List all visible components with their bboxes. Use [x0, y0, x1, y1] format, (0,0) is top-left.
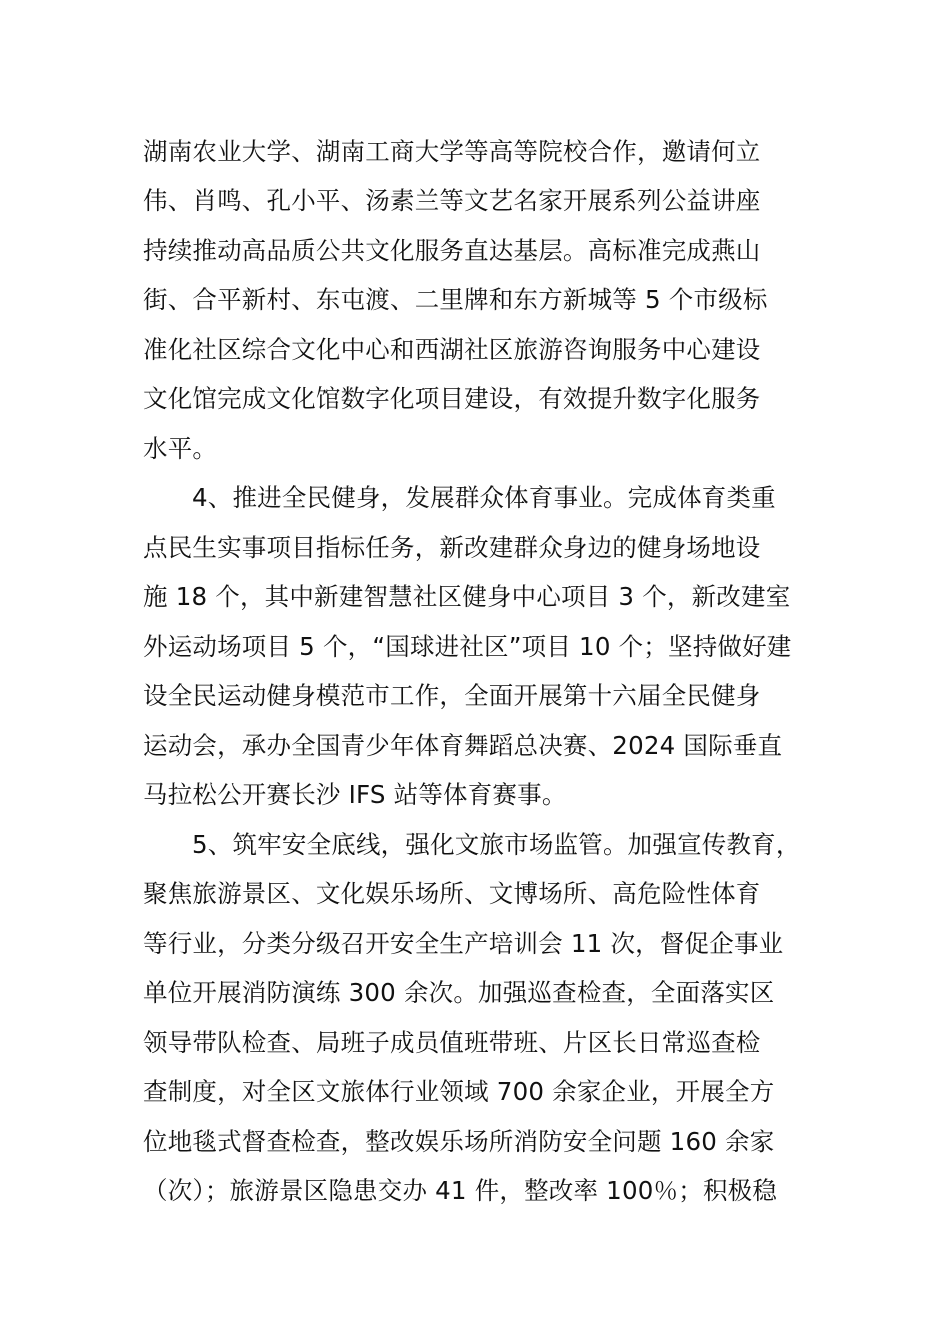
text-line: 施 18 个，其中新建智慧社区健身中心项目 3 个，新改建室 — [143, 582, 791, 611]
text-line: 设全民运动健身模范市工作，全面开展第十六届全民健身 — [143, 681, 761, 710]
text-line: 聚焦旅游景区、文化娱乐场所、文博场所、高危险性体育 — [143, 879, 761, 908]
text-line: 外运动场项目 5 个，“国球进社区”项目 10 个；坚持做好建 — [143, 632, 792, 661]
text-line: 伟、肖鸣、孔小平、汤素兰等文艺名家开展系列公益讲座 — [143, 186, 761, 215]
text-line: 准化社区综合文化中心和西湖社区旅游咨询服务中心建设 — [143, 335, 761, 364]
text-line: 持续推动高品质公共文化服务直达基层。高标准完成燕山 — [143, 236, 761, 265]
text-line: 水平。 — [143, 434, 218, 463]
section-heading-line: 5、筑牢安全底线，强化文旅市场监管。加强宣传教育， — [192, 830, 801, 859]
text-line: 位地毯式督查检查，整改娱乐场所消防安全问题 160 余家 — [143, 1127, 775, 1156]
text-line: 湖南农业大学、湖南工商大学等高等院校合作，邀请何立 — [143, 137, 761, 166]
text-line: 文化馆完成文化馆数字化项目建设，有效提升数字化服务 — [143, 384, 761, 413]
text-line: 点民生实事项目指标任务，新改建群众身边的健身场地设 — [143, 533, 761, 562]
text-line: 马拉松公开赛长沙 IFS 站等体育赛事。 — [143, 780, 567, 809]
text-line: （次）；旅游景区隐患交办 41 件，整改率 100％；积极稳 — [143, 1176, 778, 1205]
section-heading-line: 4、推进全民健身，发展群众体育事业。完成体育类重 — [192, 483, 776, 512]
text-line: 查制度，对全区文旅体行业领域 700 余家企业，开展全方 — [143, 1077, 775, 1106]
text-line: 单位开展消防演练 300 余次。加强巡查检查，全面落实区 — [143, 978, 775, 1007]
text-line: 领导带队检查、局班子成员值班带班、片区长日常巡查检 — [143, 1028, 761, 1057]
text-line: 街、合平新村、东屯渡、二里牌和东方新城等 5 个市级标 — [143, 285, 768, 314]
text-line: 等行业，分类分级召开安全生产培训会 11 次，督促企事业 — [143, 929, 784, 958]
text-line: 运动会，承办全国青少年体育舞蹈总决赛、2024 国际垂直 — [143, 731, 783, 760]
